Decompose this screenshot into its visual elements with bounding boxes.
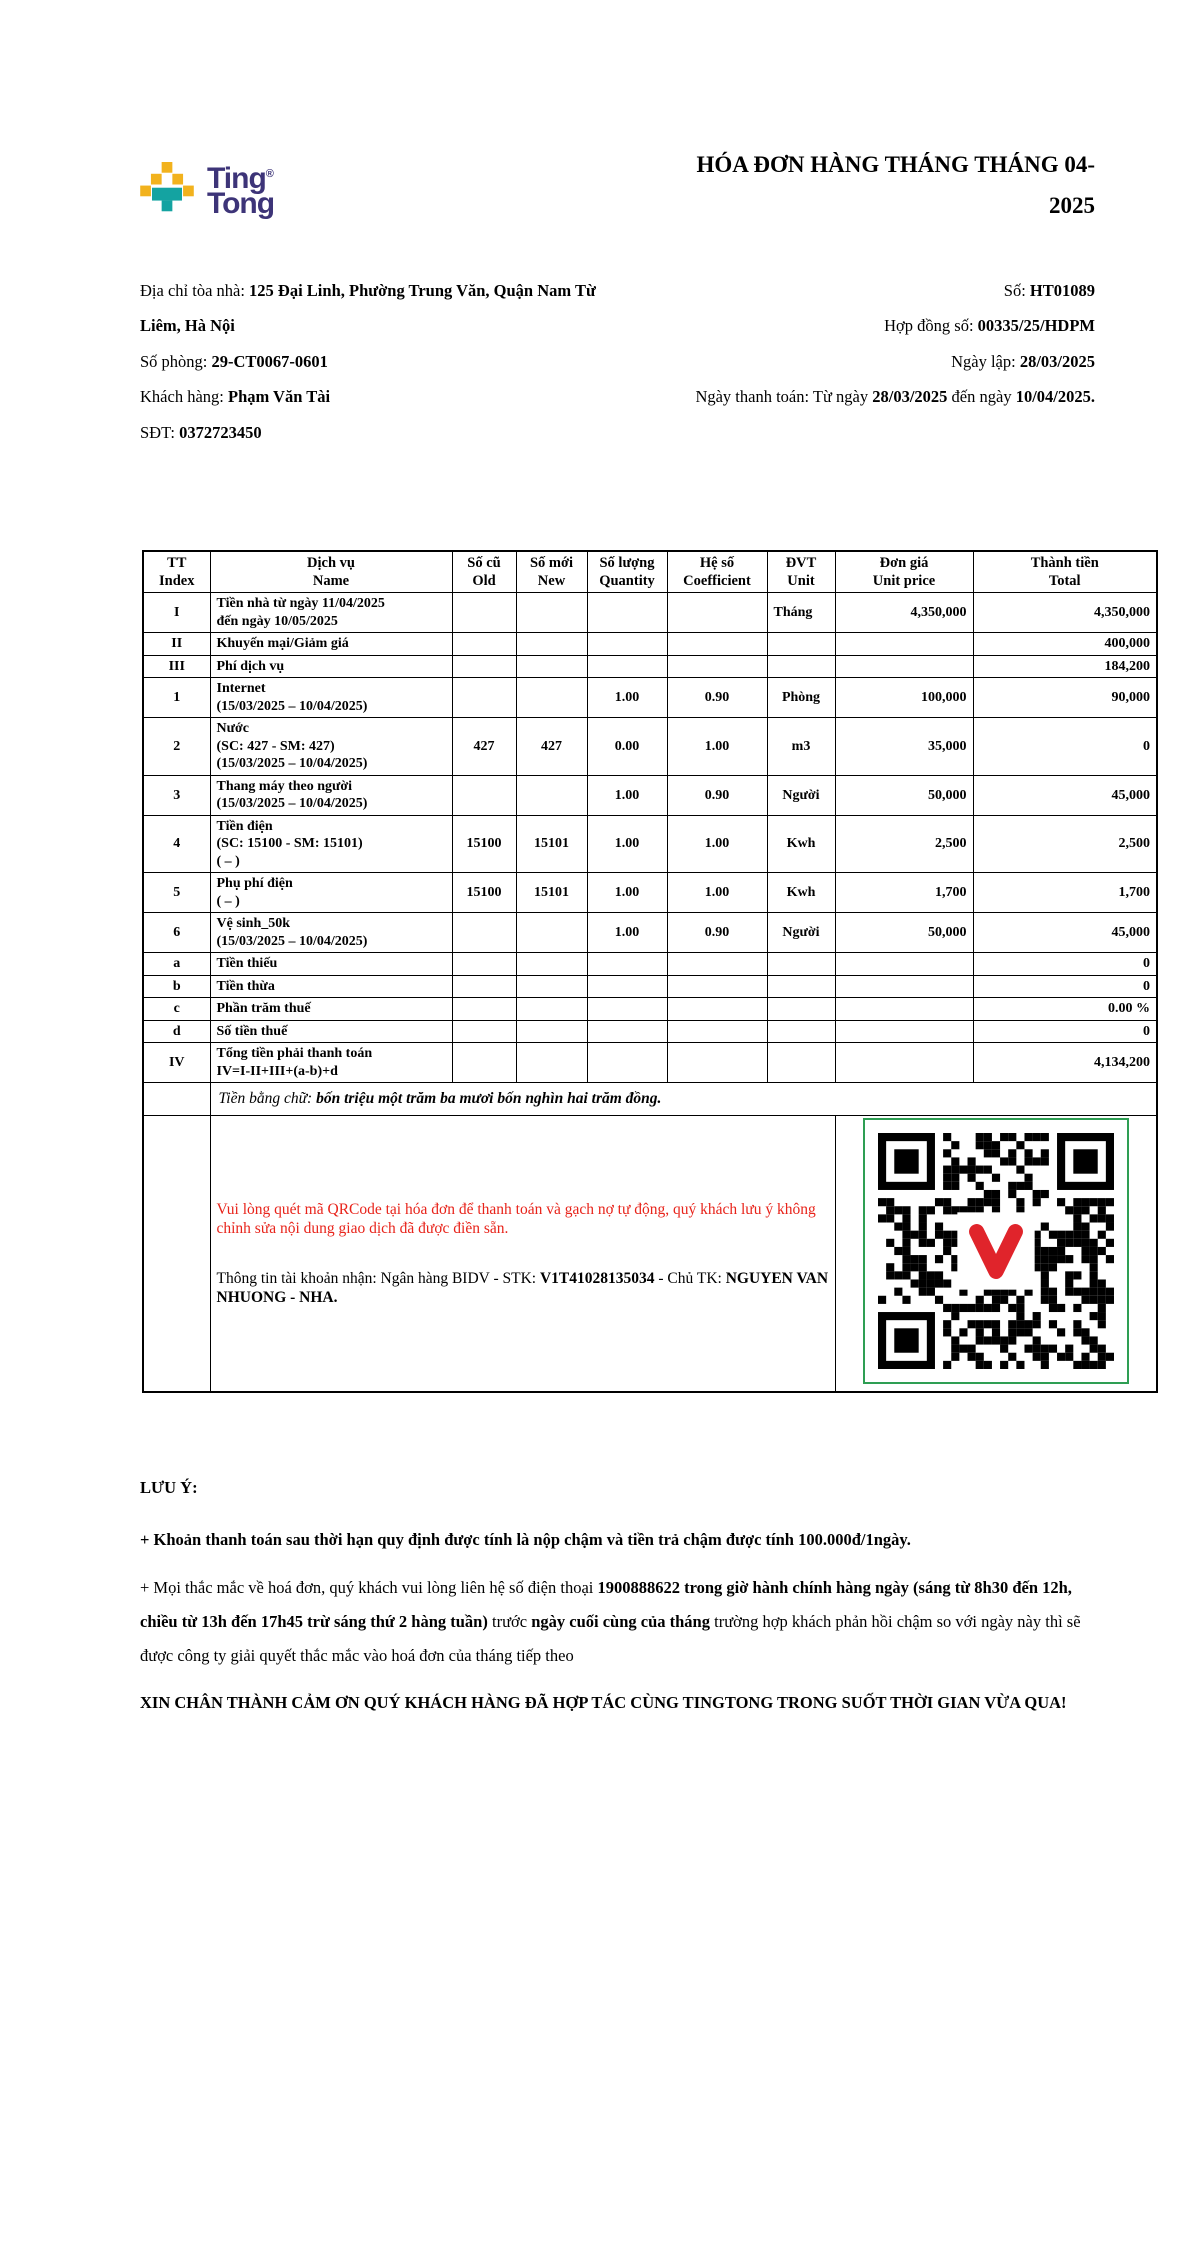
cell-new: [516, 1020, 587, 1043]
cell-total: 184,200: [973, 655, 1157, 678]
table-row: [143, 655, 1157, 678]
cell-unit-price: [835, 953, 973, 976]
column-header: Hệ số Coefficient: [667, 551, 767, 593]
cell-new: [516, 998, 587, 1021]
cell-unit-price: [835, 1020, 973, 1043]
cell-total: 90,000: [973, 678, 1157, 718]
cell-total: 2,500: [973, 815, 1157, 873]
registered-mark: ®: [265, 168, 274, 180]
table-header-row: [143, 551, 1157, 593]
cell-unit: Kwh: [767, 815, 835, 873]
cell-index: I: [143, 593, 210, 633]
table-row: [143, 953, 1157, 976]
table-row: [143, 873, 1157, 913]
cell-coefficient: [667, 998, 767, 1021]
cell-old: [452, 913, 516, 953]
cell-unit: [767, 1043, 835, 1083]
amount-in-words: [210, 1083, 1157, 1115]
note-hotline: + Mọi thắc mắc về hoá đơn, quý khách vui lòng liên hệ số điện thoại 1900888622 trong giờ hành chính hàng ngày (sáng từ 8h30 đến 12h, chiều từ 13h đến 17h45 trừ sáng thứ 2 hàng tuần) trước ngày cuối cùng của tháng trường hợp khách phản hồi chậm so với ngày này thì sẽ được công ty giải quyết thắc mắc vào hoá đơn của tháng tiếp theo: [140, 1577, 1081, 1665]
cell-service-name: Tiền điện (SC: 15100 - SM: 15101) ( – ): [210, 815, 452, 873]
cell-index: d: [143, 1020, 210, 1043]
cell-old: [452, 1043, 516, 1083]
cell-quantity: [587, 655, 667, 678]
column-header: Thành tiền Total: [973, 551, 1157, 593]
cell-coefficient: [667, 975, 767, 998]
table-row: [143, 1043, 1157, 1083]
cell-total: 0: [973, 718, 1157, 776]
cell-unit: m3: [767, 718, 835, 776]
cell-unit: Phòng: [767, 678, 835, 718]
cell-quantity: [587, 975, 667, 998]
cell-coefficient: [667, 655, 767, 678]
cell-unit-price: [835, 975, 973, 998]
cell-old: [452, 678, 516, 718]
cell-service-name: Phí dịch vụ: [210, 655, 452, 678]
cell-coefficient: 1.00: [667, 873, 767, 913]
cell-unit: Tháng: [767, 593, 835, 633]
footer-notes: [0, 1393, 1200, 1720]
cell-service-name: Khuyến mại/Giảm giá: [210, 633, 452, 656]
cell-unit: [767, 975, 835, 998]
cell-unit-price: [835, 633, 973, 656]
table-row: [143, 1020, 1157, 1043]
qr-notice-text: Vui lòng quét mã QRCode tại hóa đơn để thanh toán và gạch nợ tự động, quý khách lưu ý không chỉnh sửa nội dung giao dịch đã được điền sẵn.: [216, 1200, 816, 1238]
table-row: [143, 593, 1157, 633]
cell-old: 15100: [452, 873, 516, 913]
cell-coefficient: 1.00: [667, 815, 767, 873]
tingtong-logo-icon: [140, 162, 194, 222]
table-row: [143, 815, 1157, 873]
info-line: Số phòng: 29-CT0067-0601: [140, 351, 328, 371]
cell-total: 4,134,200: [973, 1043, 1157, 1083]
cell-index: 6: [143, 913, 210, 953]
cell-unit-price: [835, 998, 973, 1021]
tingtong-wordmark: Ting® Tong: [207, 162, 275, 220]
qr-code: [878, 1133, 1114, 1369]
customer-info: [140, 273, 615, 450]
cell-service-name: Phần trăm thuế: [210, 998, 452, 1021]
cell-total: 400,000: [973, 633, 1157, 656]
cell-total: 0: [973, 975, 1157, 998]
cell-old: 15100: [452, 815, 516, 873]
cell-service-name: Internet (15/03/2025 – 10/04/2025): [210, 678, 452, 718]
cell-index: b: [143, 975, 210, 998]
column-header: Số mới New: [516, 551, 587, 593]
cell-old: 427: [452, 718, 516, 776]
cell-new: [516, 655, 587, 678]
cell-new: [516, 775, 587, 815]
cell-coefficient: 0.90: [667, 678, 767, 718]
cell-old: [452, 975, 516, 998]
info-line: Ngày lập: 28/03/2025: [951, 351, 1095, 371]
cell-unit-price: [835, 1043, 973, 1083]
cell-old: [452, 593, 516, 633]
cell-old: [452, 775, 516, 815]
cell-new: 15101: [516, 815, 587, 873]
note-late-payment: + Khoản thanh toán sau thời hạn quy định được tính là nộp chậm và tiền trả chậm được tính 100.000đ/1ngày.: [140, 1530, 911, 1550]
cell-service-name: Số tiền thuế: [210, 1020, 452, 1043]
header: [0, 0, 1200, 227]
cell-new: [516, 593, 587, 633]
column-header: TT Index: [143, 551, 210, 593]
cell-unit: Kwh: [767, 873, 835, 913]
cell-quantity: [587, 1043, 667, 1083]
tingtong-logo: [140, 162, 274, 222]
cell-service-name: Nước (SC: 427 - SM: 427) (15/03/2025 – 10/04/2025): [210, 718, 452, 776]
cell-index: 3: [143, 775, 210, 815]
cell-unit: [767, 633, 835, 656]
thank-you-text: XIN CHÂN THÀNH CẢM ƠN QUÝ KHÁCH HÀNG ĐÃ HỢP TÁC CÙNG TINGTONG TRONG SUỐT THỜI GIAN VỪA QUA!: [140, 1693, 1067, 1713]
cell-total: 4,350,000: [973, 593, 1157, 633]
info-line: Số: HT01089: [1003, 280, 1095, 300]
cell-index: 2: [143, 718, 210, 776]
cell-quantity: [587, 593, 667, 633]
info-line: Ngày thanh toán: Từ ngày 28/03/2025 đến ngày 10/04/2025.: [695, 387, 1095, 407]
table-row: [143, 975, 1157, 998]
qr-row: [143, 1115, 1157, 1392]
cell-total: 0.00 %: [973, 998, 1157, 1021]
column-header: Đơn giá Unit price: [835, 551, 973, 593]
cell-new: [516, 1043, 587, 1083]
cell-quantity: [587, 953, 667, 976]
cell-service-name: Tiền nhà từ ngày 11/04/2025 đến ngày 10/05/2025: [210, 593, 452, 633]
charges-table: [142, 550, 1158, 1393]
cell-coefficient: [667, 953, 767, 976]
cell-unit: [767, 655, 835, 678]
bank-account-info: Thông tin tài khoản nhận: Ngân hàng BIDV - STK: V1T41028135034 - Chủ TK: NGUYEN VAN NHUONG - NHA.: [216, 1269, 829, 1306]
cell-quantity: 1.00: [587, 913, 667, 953]
empty-cell: [143, 1083, 210, 1115]
cell-unit-price: 2,500: [835, 815, 973, 873]
cell-old: [452, 953, 516, 976]
invoice-meta: [620, 273, 1095, 450]
cell-service-name: Tổng tiền phải thanh toán IV=I-II+III+(a-b)+d: [210, 1043, 452, 1083]
cell-new: 427: [516, 718, 587, 776]
cell-unit: Người: [767, 775, 835, 815]
cell-total: 0: [973, 1020, 1157, 1043]
cell-coefficient: 1.00: [667, 718, 767, 776]
column-header: Số lượng Quantity: [587, 551, 667, 593]
cell-coefficient: [667, 1043, 767, 1083]
info-line: Khách hàng: Phạm Văn Tài: [140, 387, 331, 407]
cell-total: 45,000: [973, 775, 1157, 815]
payment-instructions: [210, 1115, 835, 1392]
cell-unit-price: 35,000: [835, 718, 973, 776]
cell-index: 5: [143, 873, 210, 913]
cell-new: [516, 913, 587, 953]
cell-unit-price: 50,000: [835, 775, 973, 815]
info-line: Địa chỉ tòa nhà: 125 Đại Linh, Phường Trung Văn, Quận Nam Từ Liêm, Hà Nội: [140, 280, 596, 336]
info-line: SĐT: 0372723450: [140, 422, 262, 442]
amount-in-words-label: Tiền bằng chữ:: [218, 1090, 317, 1108]
cell-index: II: [143, 633, 210, 656]
cell-index: IV: [143, 1043, 210, 1083]
table-row: [143, 913, 1157, 953]
cell-unit-price: [835, 655, 973, 678]
cell-unit-price: 1,700: [835, 873, 973, 913]
cell-quantity: 1.00: [587, 775, 667, 815]
cell-old: [452, 1020, 516, 1043]
cell-coefficient: [667, 593, 767, 633]
cell-index: a: [143, 953, 210, 976]
cell-service-name: Tiền thừa: [210, 975, 452, 998]
column-header: Số cũ Old: [452, 551, 516, 593]
cell-unit-price: 4,350,000: [835, 593, 973, 633]
cell-total: 1,700: [973, 873, 1157, 913]
cell-total: 0: [973, 953, 1157, 976]
cell-unit-price: 100,000: [835, 678, 973, 718]
cell-service-name: Thang máy theo người (15/03/2025 – 10/04/2025): [210, 775, 452, 815]
cell-unit-price: 50,000: [835, 913, 973, 953]
table-row: [143, 718, 1157, 776]
table-row: [143, 633, 1157, 656]
amount-in-words-value: bốn triệu một trăm ba mươi bốn nghìn hai trăm đồng.: [316, 1090, 662, 1108]
cell-quantity: [587, 633, 667, 656]
cell-service-name: Phụ phí điện ( – ): [210, 873, 452, 913]
cell-new: [516, 953, 587, 976]
page-title: HÓA ĐƠN HÀNG THÁNG THÁNG 04- 2025: [696, 152, 1095, 219]
invoice-info: [0, 227, 1200, 450]
qr-code-frame: [863, 1118, 1129, 1384]
cell-new: 15101: [516, 873, 587, 913]
cell-index: 1: [143, 678, 210, 718]
cell-old: [452, 998, 516, 1021]
cell-quantity: 1.00: [587, 815, 667, 873]
cell-index: c: [143, 998, 210, 1021]
cell-old: [452, 655, 516, 678]
cell-coefficient: 0.90: [667, 913, 767, 953]
cell-unit: Người: [767, 913, 835, 953]
cell-service-name: Vệ sinh_50k (15/03/2025 – 10/04/2025): [210, 913, 452, 953]
cell-unit: [767, 998, 835, 1021]
cell-coefficient: 0.90: [667, 775, 767, 815]
cell-unit: [767, 953, 835, 976]
cell-new: [516, 633, 587, 656]
cell-coefficient: [667, 1020, 767, 1043]
cell-index: 4: [143, 815, 210, 873]
amount-in-words-row: [143, 1083, 1157, 1115]
cell-quantity: 1.00: [587, 678, 667, 718]
cell-old: [452, 633, 516, 656]
cell-total: 45,000: [973, 913, 1157, 953]
column-header: Dịch vụ Name: [210, 551, 452, 593]
cell-new: [516, 975, 587, 998]
info-line: Hợp đồng số: 00335/25/HDPM: [884, 316, 1095, 336]
notes-heading: LƯU Ý:: [140, 1478, 198, 1498]
table-row: [143, 998, 1157, 1021]
cell-index: III: [143, 655, 210, 678]
cell-new: [516, 678, 587, 718]
table-row: [143, 775, 1157, 815]
cell-unit: [767, 1020, 835, 1043]
cell-quantity: 0.00: [587, 718, 667, 776]
cell-quantity: [587, 998, 667, 1021]
table-row: [143, 678, 1157, 718]
column-header: ĐVT Unit: [767, 551, 835, 593]
cell-coefficient: [667, 633, 767, 656]
cell-quantity: 1.00: [587, 873, 667, 913]
cell-quantity: [587, 1020, 667, 1043]
cell-service-name: Tiền thiếu: [210, 953, 452, 976]
qr-area: [835, 1115, 1157, 1392]
empty-cell: [143, 1115, 210, 1392]
